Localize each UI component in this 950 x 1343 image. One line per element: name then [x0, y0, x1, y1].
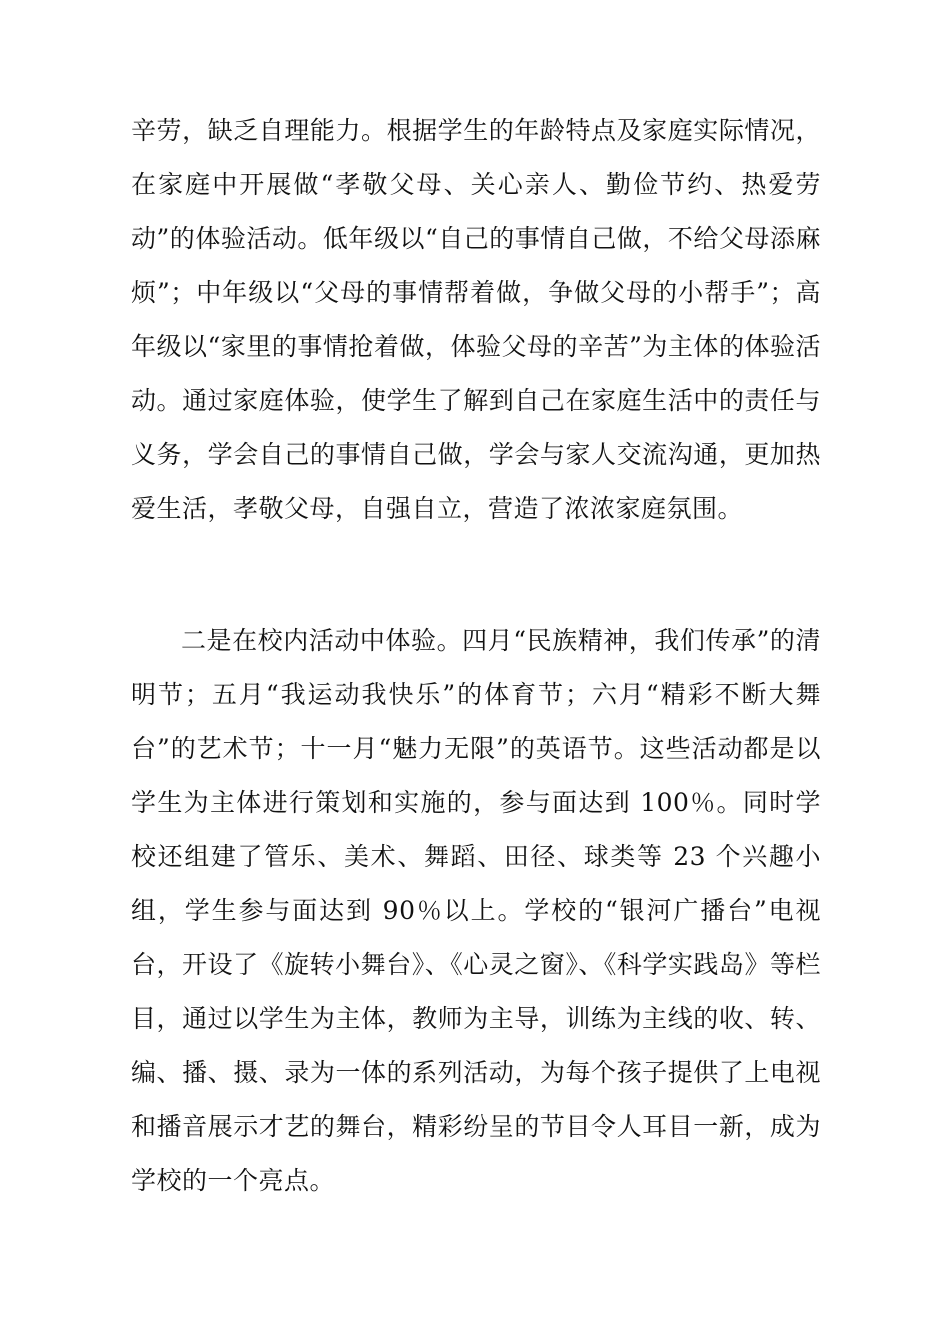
paragraph-family-experience: 辛劳，缺乏自理能力。根据学生的年龄特点及家庭实际情况，在家庭中开展做“孝敬父母、关心亲人、勤俭节约、热爱劳动”的体验活动。低年级以“自己的事情自己做，不给父母添麻烦”；中年级以“父母的事情帮着做，争做父母的小帮手”；高年级以“家里的事情抢着做，体验父母的辛苦”为主体的体验活动。通过家庭体验，使学生了解到自己在家庭生活中的责任与义务，学会自己的事情自己做，学会与家人交流沟通，更加热爱生活，孝敬父母，自强自立，营造了浓浓家庭氛围。: [131, 116, 821, 523]
paragraph-school-activities: 二是在校内活动中体验。四月“民族精神，我们传承”的清明节；五月“我运动我快乐”的体育节；六月“精彩不断大舞台”的艺术节；十一月“魅力无限”的英语节。这些活动都是以学生为主体进行策划和实施的，参与面达到 100％。同时学校还组建了管乐、美术、舞蹈、田径、球类等 23 个兴趣小组，学生参与面达到 90％以上。学校的“银河广播台”电视台，开设了《旋转小舞台》、《心灵之窗》、《科学实践岛》等栏目，通过以学生为主体，教师为主导，训练为主线的收、转、编、播、摄、录为一体的系列活动，为每个孩子提供了上电视和播音展示才艺的舞台，精彩纷呈的节目令人耳目一新，成为学校的一个亮点。: [131, 626, 821, 1195]
